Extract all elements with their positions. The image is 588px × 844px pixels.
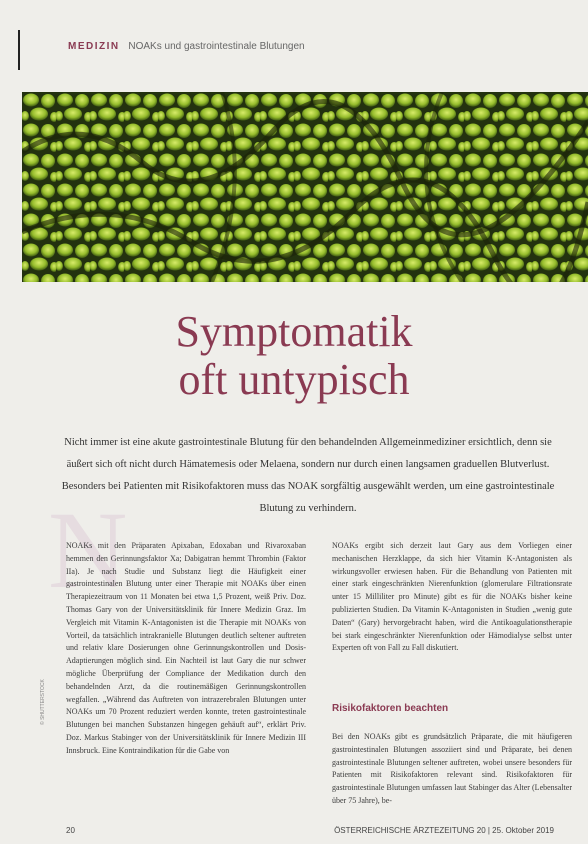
lead-paragraph: Nicht immer ist eine akute gastrointestinale Blutung für den behandelnden Allgemeinmediziner ersichtlich, denn sie äußert sich oft nicht durch Hämatemesis oder Melaena, sondern nur durch einen langsamen graduellen Blutverlust. Besonders bei Patienten mit Risikofaktoren muss das NOAK sorgfältig ausgewählt werden, um eine gastrointestinale Blutung zu verhindern. [61, 437, 555, 514]
subheading: Risikofaktoren beachten [332, 703, 449, 714]
section-label: MEDIZIN [68, 41, 120, 52]
photo-credit: © SHUTTERSTOCK [40, 679, 46, 725]
title-line-2: oft untypisch [178, 355, 410, 404]
title-line-1: Symptomatik [175, 307, 413, 356]
green-cell-texture-image [22, 92, 588, 282]
topic-label: NOAKs und gastrointestinale Blutungen [128, 41, 305, 52]
issue-info: ÖSTERREICHISCHE ÄRZTEZEITUNG 20 | 25. Oktober 2019 [334, 826, 554, 835]
hero-image [22, 92, 588, 282]
page-number: 20 [66, 826, 75, 835]
body-column-right: NOAKs ergibt sich derzeit laut Gary aus dem Vorliegen einer mechanischen Herzklappe, da sich hier Vitamin K-Antagonisten als wirkungsvoller erwiesen haben. Für die Behandlung von Patienten mit einer stark eingeschränkten Nierenfunktion (glomerulare Filtrationsrate unter 15 Milliliter pro Minute) gibt es für die NOAKs bisher keine publizierten Studien. Da Vitamin K-Antagonisten in Studien „wenig gute Daten“ (Gary) hervorgebracht haben, wird die Antikoagulationstherapie bei stark eingeschränkter Nierenfunktion oder Hämodialyse selbst unter Experten oft von Fall zu Fall diskutiert. [332, 541, 572, 653]
article-title [0, 308, 588, 404]
body-column-left: NOAKs mit den Präparaten Apixaban, Edoxaban und Rivaroxaban hemmen den Gerinnungsfaktor Xa; Dabigatran hemmt Thrombin (Faktor IIa). Je nach Studie und Substanz liegt die Häufigkeit einer gastrointestinalen Blutung unter einer Therapie mit NOAKs über einen Therapiezeitraum von 11 Monaten bei etwa 1,5 Prozent, weiß Priv. Doz. Thomas Gary von der Universitätsklinik für Innere Medizin Graz. Im Vergleich mit Vitamin K-Antagonisten ist die Therapie mit NOAKs von Vorteil, da tatsächlich intrakranielle Blutungen deutlich seltener auftreten und relativ klare Dosierungen ohne Gerinnungskontrollen und Dosis-Adaptierungen möglich sind. Ein Nachteil ist laut Gary die nur schwer mögliche Überprüfung der Compliance der Medikation durch den behandelnden Arzt, da die routinemäßigen Gerinnungskontrollen wegfallen. „Während das Auftreten von intrazerebralen Blutungen unter NOAKs um 70 Prozent reduziert werden konnte, treten gastrointestinale Blutungen bei manchen Substanzen hingegen gehäuft auf“, erklärt Priv. Doz. Markus Stabinger von der Universitätsklinik für Innere Medizin III Innsbruck. Eine Kontraindikation für die Gabe von [66, 541, 306, 755]
page-spine-line [18, 30, 20, 70]
body-column-right-continued: Bei den NOAKs gibt es grundsätzlich Präparate, die mit häufigeren gastrointestinalen Blutungen assoziiert sind und Präparate, bei denen gastrointestinale Blutungen seltener auftreten, wobei unsere besonders für Patienten mit Risikofaktoren relevant sind. Risikofaktoren für gastrointestinale Blutungen umfassen laut Stabinger das Alter (Lebensalter über 75 Jahre), be- [332, 732, 572, 805]
running-header [68, 41, 305, 52]
drop-letter: N [48, 489, 128, 611]
